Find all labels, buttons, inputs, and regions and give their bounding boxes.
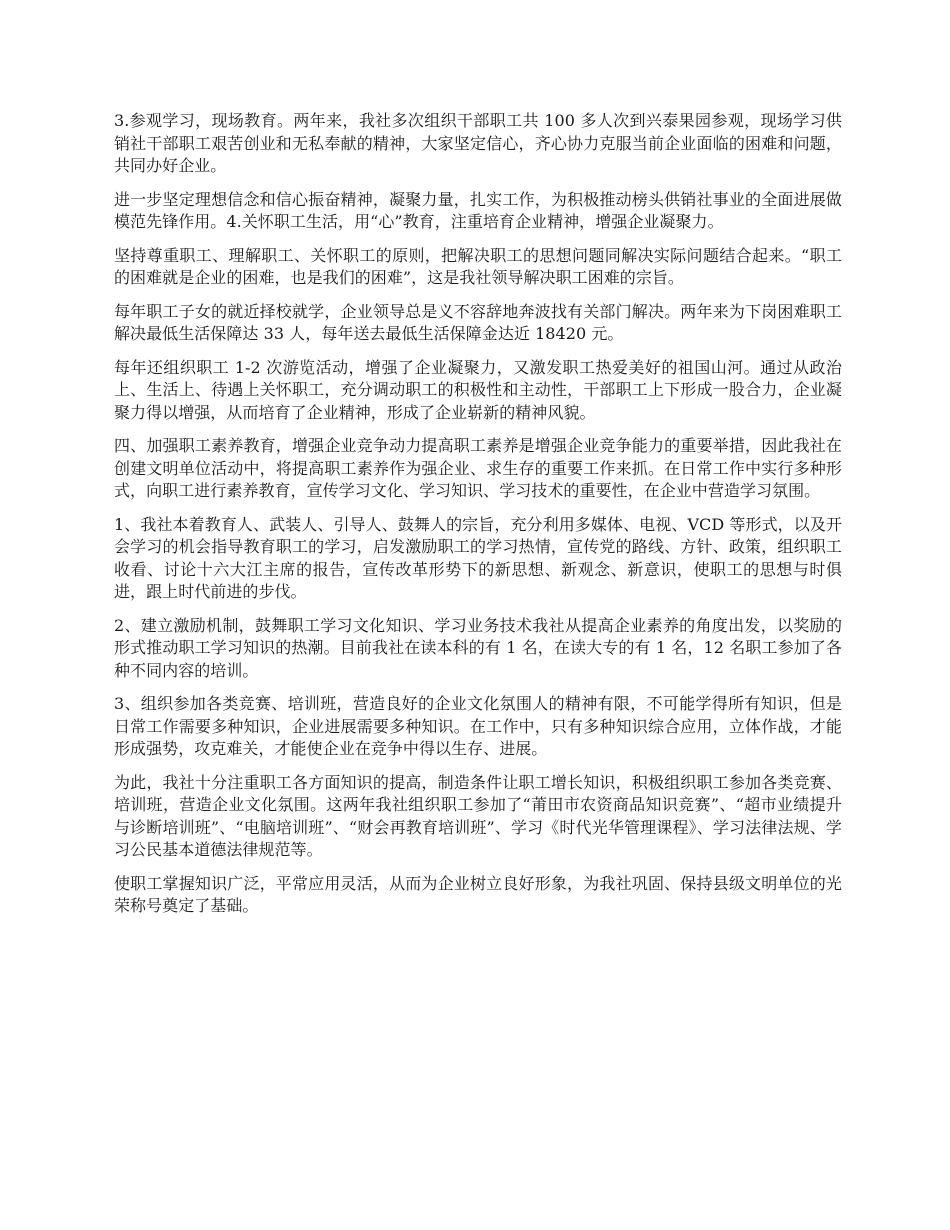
paragraph-9: 3、组织参加各类竞赛、培训班，营造良好的企业文化氛围人的精神有限，不可能学得所有知识，但是日常工作需要多种知识，企业进展需要多种知识。在工作中，只有多种知识综合应用，立体作战，才能形成强势，攻克难关，才能使企业在竞争中得以生存、进展。 bbox=[114, 694, 842, 758]
paragraph-6: 四、加强职工素养教育，增强企业竞争动力提高职工素养是增强企业竞争能力的重要举措，因此我社在创建文明单位活动中，将提高职工素养作为强企业、求生存的重要工作来抓。在日常工作中实行多种形式，向职工进行素养教育，宣传学习文化、学习知识、学习技术的重要性，在企业中营造学习氛围。 bbox=[114, 436, 842, 500]
paragraph-4: 每年职工子女的就近择校就学，企业领导总是义不容辞地奔波找有关部门解决。两年来为下岗困难职工解决最低生活保障达 33 人，每年送去最低生活保障金达近 18420 元。 bbox=[114, 301, 842, 343]
paragraph-11: 使职工掌握知识广泛，平常应用灵活，从而为企业树立良好形象，为我社巩固、保持县级文明单位的光荣称号奠定了基础。 bbox=[114, 873, 842, 915]
document-page bbox=[114, 110, 842, 929]
paragraph-7: 1、我社本着教育人、武装人、引导人、鼓舞人的宗旨，充分利用多媒体、电视、VCD 等形式，以及开会学习的机会指导教育职工的学习，启发激励职工的学习热情，宣传党的路线、方针、政策，组织职工收看、讨论十六大江主席的报告，宣传改革形势下的新思想、新观念、新意识，使职工的思想与时俱进，跟上时代前进的步伐。 bbox=[114, 514, 842, 601]
paragraph-1: 3.参观学习，现场教育。两年来，我社多次组织干部职工共 100 多人次到兴泰果园参观，现场学习供销社干部职工艰苦创业和无私奉献的精神，大家坚定信心，齐心协力克服当前企业面临的困难和问题，共同办好企业。 bbox=[114, 111, 842, 175]
paragraph-8: 2、建立激励机制，鼓舞职工学习文化知识、学习业务技术我社从提高企业素养的角度出发，以奖励的形式推动职工学习知识的热潮。目前我社在读本科的有 1 名，在读大专的有 1 名，12 名职工参加了各种不同内容的培训。 bbox=[114, 615, 842, 680]
paragraph-5: 每年还组织职工 1-2 次游览活动，增强了企业凝聚力，又激发职工热爱美好的祖国山河。通过从政治上、生活上、待遇上关怀职工，充分调动职工的积极性和主动性，干部职工上下形成一股合力，企业凝聚力得以增强，从而培育了企业精神，形成了企业崭新的精神风貌。 bbox=[114, 357, 842, 422]
paragraph-10: 为此，我社十分注重职工各方面知识的提高，制造条件让职工增长知识，积极组织职工参加各类竞赛、培训班，营造企业文化氛围。这两年我社组织职工参加了“莆田市农资商品知识竞赛”、“超市业绩提升与诊断培训班”、“电脑培训班”、“财会再教育培训班”、学习《时代光华管理课程》、学习法律法规、学习公民基本道德法律规范等。 bbox=[114, 772, 842, 859]
paragraph-3: 坚持尊重职工、理解职工、关怀职工的原则，把解决职工的思想问题同解决实际问题结合起来。“职工的困难就是企业的困难，也是我们的困难”，这是我社领导解决职工困难的宗旨。 bbox=[114, 245, 842, 287]
paragraph-2: 进一步坚定理想信念和信心振奋精神，凝聚力量，扎实工作，为积极推动榜头供销社事业的全面进展做模范先锋作用。4.关怀职工生活，用“心”教育，注重培育企业精神，增强企业凝聚力。 bbox=[114, 189, 842, 231]
